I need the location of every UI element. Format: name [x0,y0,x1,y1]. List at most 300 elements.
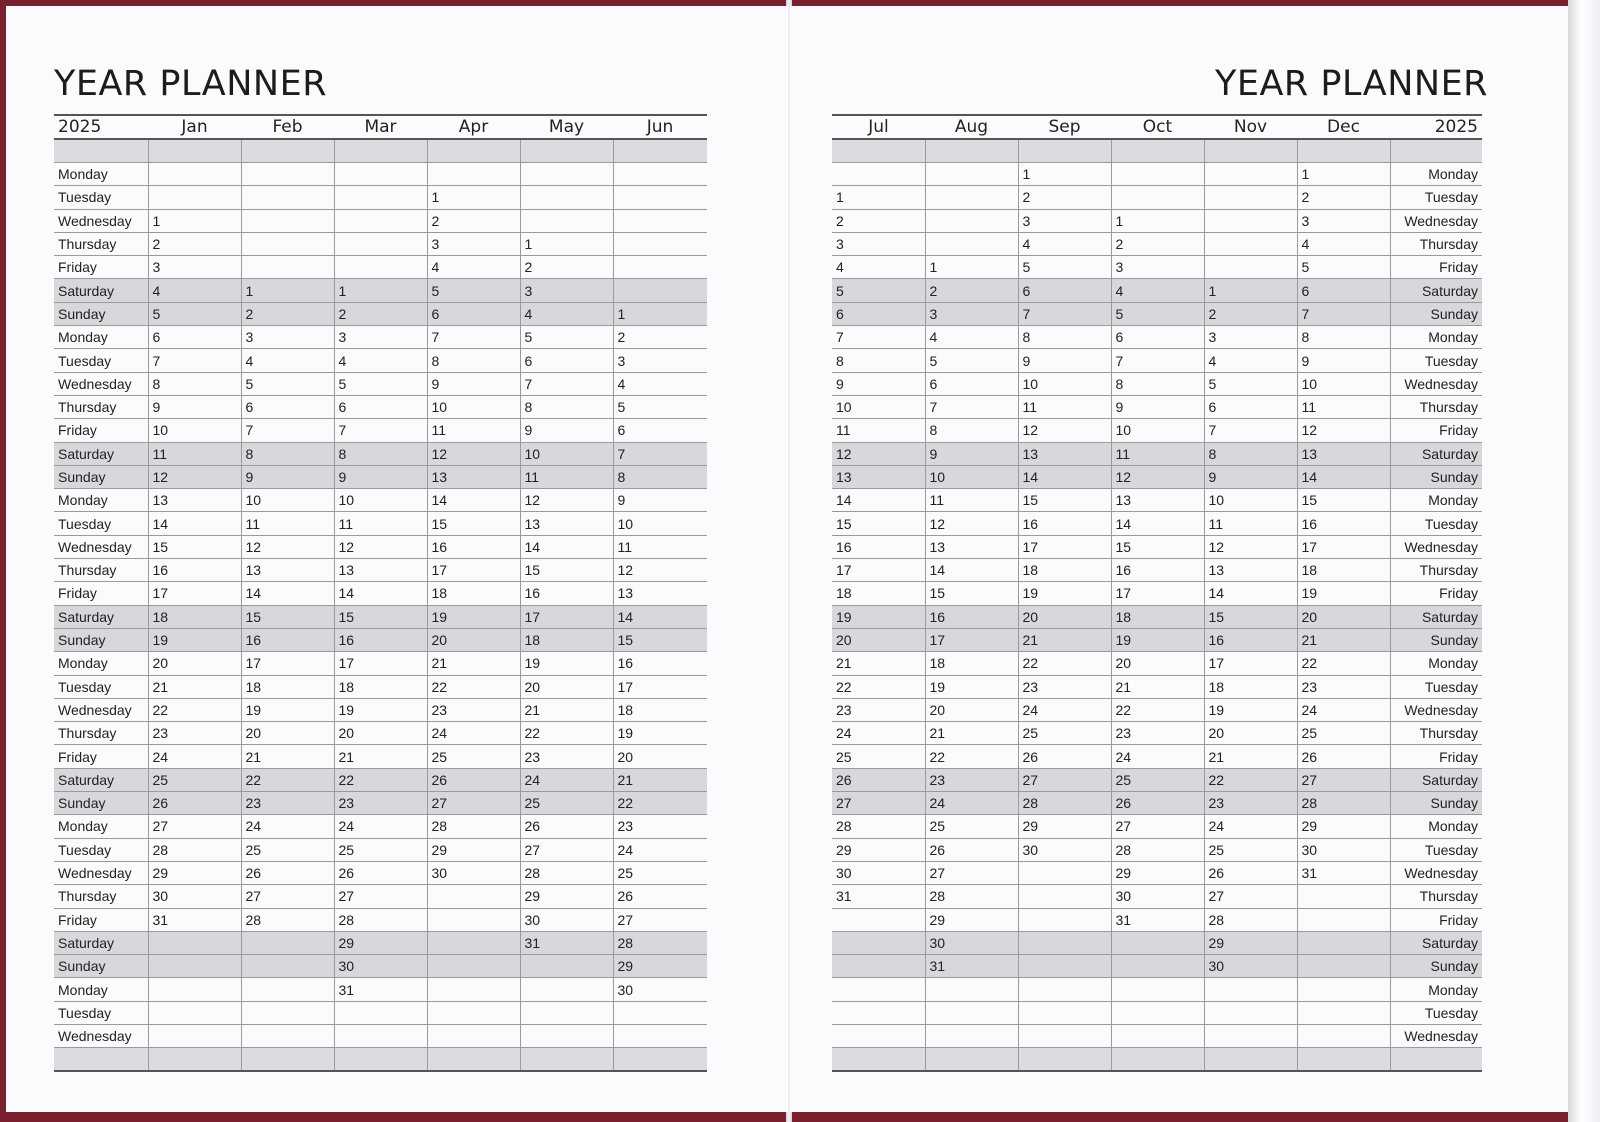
date-cell[interactable]: 13 [613,582,707,605]
date-cell[interactable]: 18 [1018,559,1111,582]
date-cell[interactable]: 26 [334,861,427,884]
date-cell[interactable]: 9 [241,465,334,488]
date-cell[interactable]: 27 [1111,815,1204,838]
date-cell[interactable] [613,279,707,302]
date-cell[interactable]: 1 [1297,163,1390,186]
date-cell[interactable]: 11 [613,535,707,558]
date-cell[interactable]: 18 [334,675,427,698]
date-cell[interactable] [241,186,334,209]
date-cell[interactable] [832,1001,925,1024]
date-cell[interactable] [427,1001,520,1024]
date-cell[interactable]: 16 [241,628,334,651]
date-cell[interactable]: 17 [148,582,241,605]
date-cell[interactable]: 7 [148,349,241,372]
date-cell[interactable]: 24 [925,792,1018,815]
date-cell[interactable]: 3 [1297,209,1390,232]
date-cell[interactable]: 16 [520,582,613,605]
date-cell[interactable]: 2 [832,209,925,232]
date-cell[interactable]: 28 [1297,792,1390,815]
date-cell[interactable]: 1 [832,186,925,209]
date-cell[interactable]: 21 [1111,675,1204,698]
date-cell[interactable]: 23 [925,768,1018,791]
date-cell[interactable]: 24 [520,768,613,791]
date-cell[interactable]: 9 [148,395,241,418]
date-cell[interactable]: 26 [148,792,241,815]
date-cell[interactable]: 25 [925,815,1018,838]
date-cell[interactable]: 22 [241,768,334,791]
date-cell[interactable]: 18 [148,605,241,628]
date-cell[interactable]: 15 [241,605,334,628]
date-cell[interactable]: 5 [832,279,925,302]
date-cell[interactable] [427,931,520,954]
date-cell[interactable] [520,163,613,186]
date-cell[interactable]: 6 [148,326,241,349]
date-cell[interactable]: 1 [925,256,1018,279]
date-cell[interactable]: 23 [427,698,520,721]
date-cell[interactable] [1204,256,1297,279]
date-cell[interactable]: 29 [925,908,1018,931]
date-cell[interactable]: 11 [1204,512,1297,535]
date-cell[interactable]: 19 [1111,628,1204,651]
date-cell[interactable]: 9 [334,465,427,488]
date-cell[interactable]: 8 [241,442,334,465]
date-cell[interactable] [520,1001,613,1024]
date-cell[interactable]: 28 [334,908,427,931]
date-cell[interactable]: 5 [520,326,613,349]
date-cell[interactable]: 10 [334,489,427,512]
date-cell[interactable]: 31 [832,885,925,908]
date-cell[interactable]: 2 [1111,232,1204,255]
date-cell[interactable] [148,163,241,186]
date-cell[interactable]: 31 [148,908,241,931]
date-cell[interactable]: 4 [1204,349,1297,372]
date-cell[interactable]: 22 [613,792,707,815]
date-cell[interactable]: 13 [1297,442,1390,465]
date-cell[interactable] [148,931,241,954]
date-cell[interactable] [427,1024,520,1047]
date-cell[interactable]: 21 [148,675,241,698]
date-cell[interactable]: 7 [520,372,613,395]
date-cell[interactable] [334,256,427,279]
date-cell[interactable]: 6 [334,395,427,418]
date-cell[interactable]: 23 [1111,722,1204,745]
date-cell[interactable] [1204,209,1297,232]
date-cell[interactable]: 30 [613,978,707,1001]
date-cell[interactable]: 21 [1297,628,1390,651]
date-cell[interactable]: 10 [427,395,520,418]
date-cell[interactable]: 10 [832,395,925,418]
date-cell[interactable]: 16 [334,628,427,651]
date-cell[interactable]: 12 [1204,535,1297,558]
date-cell[interactable]: 20 [520,675,613,698]
date-cell[interactable]: 26 [241,861,334,884]
date-cell[interactable] [520,955,613,978]
date-cell[interactable]: 2 [925,279,1018,302]
date-cell[interactable] [832,163,925,186]
date-cell[interactable]: 8 [427,349,520,372]
date-cell[interactable]: 2 [1297,186,1390,209]
date-cell[interactable]: 19 [334,698,427,721]
date-cell[interactable]: 10 [1204,489,1297,512]
date-cell[interactable]: 17 [1204,652,1297,675]
date-cell[interactable]: 14 [1111,512,1204,535]
date-cell[interactable] [1204,1024,1297,1047]
date-cell[interactable]: 31 [520,931,613,954]
date-cell[interactable]: 27 [520,838,613,861]
date-cell[interactable] [925,232,1018,255]
date-cell[interactable]: 16 [925,605,1018,628]
date-cell[interactable]: 8 [613,465,707,488]
date-cell[interactable]: 14 [1018,465,1111,488]
date-cell[interactable]: 25 [1297,722,1390,745]
date-cell[interactable]: 18 [1111,605,1204,628]
date-cell[interactable]: 26 [520,815,613,838]
date-cell[interactable] [832,978,925,1001]
date-cell[interactable]: 21 [427,652,520,675]
date-cell[interactable]: 5 [1297,256,1390,279]
date-cell[interactable]: 4 [241,349,334,372]
date-cell[interactable]: 17 [832,559,925,582]
date-cell[interactable]: 29 [1018,815,1111,838]
date-cell[interactable]: 6 [1111,326,1204,349]
date-cell[interactable] [1111,186,1204,209]
date-cell[interactable]: 13 [832,465,925,488]
date-cell[interactable]: 19 [1018,582,1111,605]
date-cell[interactable] [925,163,1018,186]
date-cell[interactable] [613,256,707,279]
date-cell[interactable]: 28 [520,861,613,884]
date-cell[interactable]: 26 [1111,792,1204,815]
date-cell[interactable]: 18 [1297,559,1390,582]
date-cell[interactable]: 29 [427,838,520,861]
date-cell[interactable]: 18 [241,675,334,698]
date-cell[interactable] [241,978,334,1001]
date-cell[interactable]: 10 [1297,372,1390,395]
date-cell[interactable] [427,885,520,908]
date-cell[interactable]: 28 [613,931,707,954]
date-cell[interactable]: 13 [334,559,427,582]
date-cell[interactable]: 7 [1111,349,1204,372]
date-cell[interactable]: 15 [1018,489,1111,512]
date-cell[interactable]: 11 [1297,395,1390,418]
date-cell[interactable]: 27 [427,792,520,815]
date-cell[interactable]: 23 [334,792,427,815]
date-cell[interactable]: 3 [427,232,520,255]
date-cell[interactable]: 23 [1018,675,1111,698]
date-cell[interactable]: 11 [241,512,334,535]
date-cell[interactable]: 5 [148,302,241,325]
date-cell[interactable]: 26 [613,885,707,908]
date-cell[interactable]: 9 [613,489,707,512]
date-cell[interactable]: 25 [520,792,613,815]
date-cell[interactable]: 5 [925,349,1018,372]
date-cell[interactable]: 20 [148,652,241,675]
date-cell[interactable]: 30 [148,885,241,908]
date-cell[interactable]: 1 [520,232,613,255]
date-cell[interactable]: 20 [241,722,334,745]
date-cell[interactable]: 20 [925,698,1018,721]
date-cell[interactable]: 26 [1204,861,1297,884]
date-cell[interactable]: 16 [148,559,241,582]
date-cell[interactable]: 28 [832,815,925,838]
date-cell[interactable]: 10 [520,442,613,465]
date-cell[interactable] [427,978,520,1001]
date-cell[interactable]: 16 [832,535,925,558]
date-cell[interactable] [1018,1001,1111,1024]
date-cell[interactable]: 12 [1111,465,1204,488]
date-cell[interactable]: 20 [1204,722,1297,745]
date-cell[interactable]: 16 [1018,512,1111,535]
date-cell[interactable] [241,209,334,232]
date-cell[interactable]: 20 [1018,605,1111,628]
date-cell[interactable]: 11 [334,512,427,535]
date-cell[interactable]: 24 [1204,815,1297,838]
date-cell[interactable]: 5 [427,279,520,302]
date-cell[interactable]: 9 [1204,465,1297,488]
date-cell[interactable]: 1 [1204,279,1297,302]
date-cell[interactable]: 23 [520,745,613,768]
date-cell[interactable]: 22 [427,675,520,698]
date-cell[interactable]: 6 [1204,395,1297,418]
date-cell[interactable]: 20 [1297,605,1390,628]
date-cell[interactable]: 25 [241,838,334,861]
date-cell[interactable]: 6 [1297,279,1390,302]
date-cell[interactable]: 14 [1204,582,1297,605]
date-cell[interactable]: 24 [1018,698,1111,721]
date-cell[interactable]: 26 [1018,745,1111,768]
date-cell[interactable]: 12 [334,535,427,558]
date-cell[interactable] [241,1001,334,1024]
date-cell[interactable]: 14 [427,489,520,512]
date-cell[interactable]: 4 [1297,232,1390,255]
date-cell[interactable]: 25 [1111,768,1204,791]
date-cell[interactable]: 11 [832,419,925,442]
date-cell[interactable] [148,1001,241,1024]
date-cell[interactable]: 6 [427,302,520,325]
date-cell[interactable] [241,931,334,954]
date-cell[interactable]: 21 [1018,628,1111,651]
date-cell[interactable]: 17 [427,559,520,582]
date-cell[interactable]: 25 [1018,722,1111,745]
date-cell[interactable]: 5 [1204,372,1297,395]
date-cell[interactable]: 15 [1111,535,1204,558]
date-cell[interactable]: 26 [925,838,1018,861]
date-cell[interactable]: 1 [427,186,520,209]
date-cell[interactable]: 29 [520,885,613,908]
date-cell[interactable]: 3 [1204,326,1297,349]
date-cell[interactable]: 30 [334,955,427,978]
date-cell[interactable]: 31 [1297,861,1390,884]
date-cell[interactable]: 12 [520,489,613,512]
date-cell[interactable]: 1 [148,209,241,232]
date-cell[interactable]: 9 [427,372,520,395]
date-cell[interactable]: 24 [241,815,334,838]
date-cell[interactable] [1204,978,1297,1001]
date-cell[interactable] [1297,908,1390,931]
date-cell[interactable]: 9 [1297,349,1390,372]
date-cell[interactable]: 15 [148,535,241,558]
date-cell[interactable]: 12 [613,559,707,582]
date-cell[interactable]: 3 [613,349,707,372]
date-cell[interactable]: 13 [148,489,241,512]
date-cell[interactable]: 29 [1204,931,1297,954]
date-cell[interactable]: 13 [520,512,613,535]
date-cell[interactable]: 12 [427,442,520,465]
date-cell[interactable]: 19 [427,605,520,628]
date-cell[interactable] [1297,955,1390,978]
date-cell[interactable]: 25 [1204,838,1297,861]
date-cell[interactable]: 29 [613,955,707,978]
date-cell[interactable] [1297,885,1390,908]
date-cell[interactable]: 16 [613,652,707,675]
date-cell[interactable] [241,163,334,186]
date-cell[interactable] [613,1024,707,1047]
date-cell[interactable]: 15 [1204,605,1297,628]
date-cell[interactable]: 14 [334,582,427,605]
date-cell[interactable] [1018,978,1111,1001]
date-cell[interactable]: 25 [613,861,707,884]
date-cell[interactable] [925,209,1018,232]
date-cell[interactable]: 20 [1111,652,1204,675]
date-cell[interactable]: 14 [832,489,925,512]
date-cell[interactable]: 2 [427,209,520,232]
date-cell[interactable]: 30 [1018,838,1111,861]
date-cell[interactable] [613,163,707,186]
date-cell[interactable]: 10 [613,512,707,535]
date-cell[interactable] [1111,931,1204,954]
date-cell[interactable]: 24 [832,722,925,745]
date-cell[interactable]: 30 [1204,955,1297,978]
date-cell[interactable]: 5 [241,372,334,395]
date-cell[interactable]: 30 [925,931,1018,954]
date-cell[interactable] [832,1024,925,1047]
date-cell[interactable]: 22 [520,722,613,745]
date-cell[interactable] [1297,1001,1390,1024]
date-cell[interactable]: 7 [427,326,520,349]
date-cell[interactable]: 13 [925,535,1018,558]
date-cell[interactable]: 3 [1111,256,1204,279]
date-cell[interactable]: 27 [241,885,334,908]
date-cell[interactable]: 21 [1204,745,1297,768]
date-cell[interactable]: 13 [427,465,520,488]
date-cell[interactable]: 26 [832,768,925,791]
date-cell[interactable] [334,163,427,186]
date-cell[interactable]: 17 [1111,582,1204,605]
date-cell[interactable]: 15 [520,559,613,582]
date-cell[interactable] [334,1001,427,1024]
date-cell[interactable] [148,186,241,209]
date-cell[interactable] [241,232,334,255]
date-cell[interactable]: 1 [241,279,334,302]
date-cell[interactable]: 18 [613,698,707,721]
date-cell[interactable] [1204,186,1297,209]
date-cell[interactable] [613,1001,707,1024]
date-cell[interactable]: 14 [1297,465,1390,488]
date-cell[interactable]: 1 [334,279,427,302]
date-cell[interactable]: 17 [613,675,707,698]
date-cell[interactable] [148,1024,241,1047]
date-cell[interactable]: 8 [1204,442,1297,465]
date-cell[interactable]: 28 [1018,792,1111,815]
date-cell[interactable]: 7 [1018,302,1111,325]
date-cell[interactable]: 31 [1111,908,1204,931]
date-cell[interactable]: 23 [241,792,334,815]
date-cell[interactable] [832,931,925,954]
date-cell[interactable]: 8 [925,419,1018,442]
date-cell[interactable]: 4 [334,349,427,372]
date-cell[interactable]: 31 [925,955,1018,978]
date-cell[interactable]: 18 [520,628,613,651]
date-cell[interactable]: 6 [1018,279,1111,302]
date-cell[interactable] [520,978,613,1001]
date-cell[interactable]: 3 [334,326,427,349]
date-cell[interactable] [334,232,427,255]
date-cell[interactable]: 19 [241,698,334,721]
date-cell[interactable]: 19 [613,722,707,745]
date-cell[interactable]: 1 [1018,163,1111,186]
date-cell[interactable]: 22 [1204,768,1297,791]
date-cell[interactable]: 21 [241,745,334,768]
date-cell[interactable] [241,256,334,279]
date-cell[interactable]: 9 [520,419,613,442]
date-cell[interactable] [1204,163,1297,186]
date-cell[interactable] [925,978,1018,1001]
date-cell[interactable] [427,908,520,931]
date-cell[interactable]: 4 [925,326,1018,349]
date-cell[interactable]: 23 [1297,675,1390,698]
date-cell[interactable]: 28 [925,885,1018,908]
date-cell[interactable]: 8 [148,372,241,395]
date-cell[interactable]: 23 [1204,792,1297,815]
date-cell[interactable]: 5 [613,395,707,418]
date-cell[interactable]: 7 [925,395,1018,418]
date-cell[interactable]: 28 [1111,838,1204,861]
date-cell[interactable]: 24 [1297,698,1390,721]
date-cell[interactable]: 3 [148,256,241,279]
date-cell[interactable]: 15 [613,628,707,651]
date-cell[interactable]: 23 [613,815,707,838]
date-cell[interactable]: 2 [241,302,334,325]
date-cell[interactable]: 13 [1018,442,1111,465]
date-cell[interactable]: 21 [832,652,925,675]
date-cell[interactable]: 4 [1111,279,1204,302]
date-cell[interactable]: 13 [241,559,334,582]
date-cell[interactable]: 16 [1204,628,1297,651]
date-cell[interactable]: 27 [832,792,925,815]
date-cell[interactable] [1111,1001,1204,1024]
date-cell[interactable]: 24 [427,722,520,745]
date-cell[interactable]: 4 [427,256,520,279]
date-cell[interactable]: 4 [520,302,613,325]
date-cell[interactable]: 7 [1204,419,1297,442]
date-cell[interactable]: 16 [1297,512,1390,535]
date-cell[interactable]: 9 [1111,395,1204,418]
date-cell[interactable]: 12 [925,512,1018,535]
date-cell[interactable] [1018,861,1111,884]
date-cell[interactable]: 30 [520,908,613,931]
date-cell[interactable]: 21 [334,745,427,768]
date-cell[interactable]: 18 [925,652,1018,675]
date-cell[interactable] [613,209,707,232]
date-cell[interactable] [613,186,707,209]
date-cell[interactable]: 17 [925,628,1018,651]
date-cell[interactable] [832,955,925,978]
date-cell[interactable]: 18 [1204,675,1297,698]
date-cell[interactable] [241,955,334,978]
date-cell[interactable]: 22 [148,698,241,721]
date-cell[interactable] [427,955,520,978]
date-cell[interactable]: 18 [427,582,520,605]
